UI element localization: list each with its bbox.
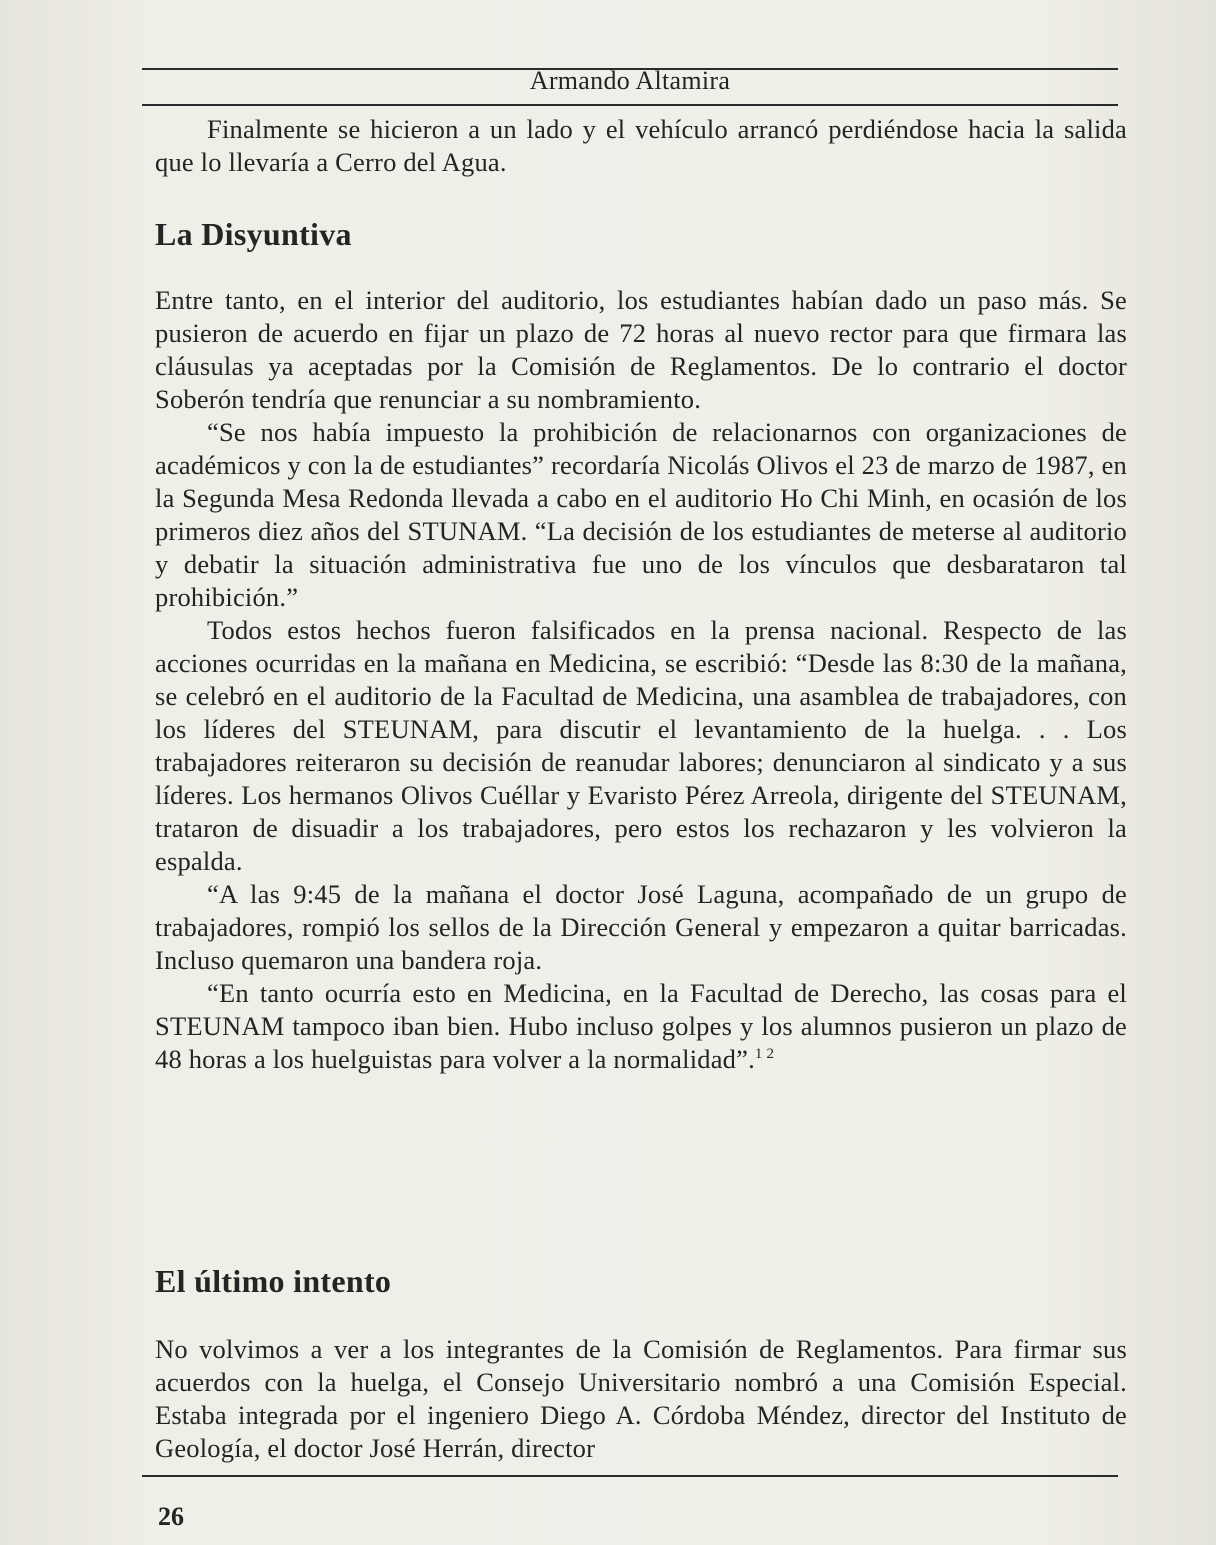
section-disyuntiva: [155, 216, 1127, 253]
section-ultimo-intento: [155, 1263, 1127, 1300]
footer-rule: [142, 1475, 1118, 1477]
text-block-intro: [155, 113, 1127, 179]
paragraph: No volvimos a ver a los integrantes de la Comisión de Reglamentos. Para firmar sus acuerdos con la huelga, el Consejo Universitario nombró a una Comisión Especial. Estaba integrada por el ingeniero Diego A. Córdoba Méndez, director del Instituto de Geología, el doctor José Herrán, director: [155, 1334, 1127, 1463]
text-block-ultimo-intento: [155, 1333, 1127, 1465]
running-header: Armando Altamira: [529, 66, 731, 95]
paragraph-with-footnote: [155, 977, 1127, 1076]
paragraph-intro: Finalmente se hicieron a un lado y el vehículo arrancó perdiéndose hacia la salida que lo llevaría a Cerro del Agua.: [155, 114, 1127, 177]
paragraph-text: “En tanto ocurría esto en Medicina, en la Facultad de Derecho, las cosas para el STEUNAM tampoco iban bien. Hubo incluso golpes y los alumnos pusieron un plazo de 48 horas a los huelguistas para volver a la normalidad”.: [155, 978, 1127, 1074]
section-heading-ultimo-intento: El último intento: [155, 1263, 392, 1299]
header-bottom-rule: [142, 104, 1118, 106]
text-block-disyuntiva: [155, 284, 1127, 1076]
section-heading-disyuntiva: La Disyuntiva: [155, 216, 352, 252]
paragraph: Todos estos hechos fueron falsificados en la prensa nacional. Respecto de las acciones ocurridas en la mañana en Medicina, se escribió: “Desde las 8:30 de la mañana, se celebró en el auditorio de la Facultad de Medicina, una asamblea de trabajadores, con los líderes del STEUNAM, para discutir el levantamiento de la huelga. . . Los trabajadores reiteraron su decisión de reanudar labores; denunciaron al sindicato y a sus líderes. Los hermanos Olivos Cuéllar y Evaristo Pérez Arreola, dirigente del STEUNAM, trataron de disuadir a los trabajadores, pero estos los rechazaron y les volvieron la espalda.: [155, 615, 1127, 876]
page-number: 26: [158, 1502, 184, 1531]
paragraph: “Se nos había impuesto la prohibición de relacionarnos con organizaciones de académicos y con la de estudiantes” recordaría Nicolás Olivos el 23 de marzo de 1987, en la Segunda Mesa Redonda llevada a cabo en el auditorio Ho Chi Minh, en ocasión de los primeros diez años del STUNAM. “La decisión de los estudiantes de meterse al auditorio y debatir la situación administrativa fue uno de los vínculos que desbarataron tal prohibición.”: [155, 417, 1127, 612]
footnote-marker: 1 2: [754, 1046, 775, 1062]
paragraph: Entre tanto, en el interior del auditorio, los estudiantes habían dado un paso más. Se pusieron de acuerdo en fijar un plazo de 72 horas al nuevo rector para que firmara las cláusulas ya aceptadas por la Comisión de Reglamentos. De lo contrario el doctor Soberón tendría que renunciar a su nombramiento.: [155, 285, 1127, 414]
paragraph: “A las 9:45 de la mañana el doctor José Laguna, acompañado de un grupo de trabajadores, rompió los sellos de la Dirección General y empezaron a quitar barricadas. Incluso quemaron una bandera roja.: [155, 879, 1127, 975]
